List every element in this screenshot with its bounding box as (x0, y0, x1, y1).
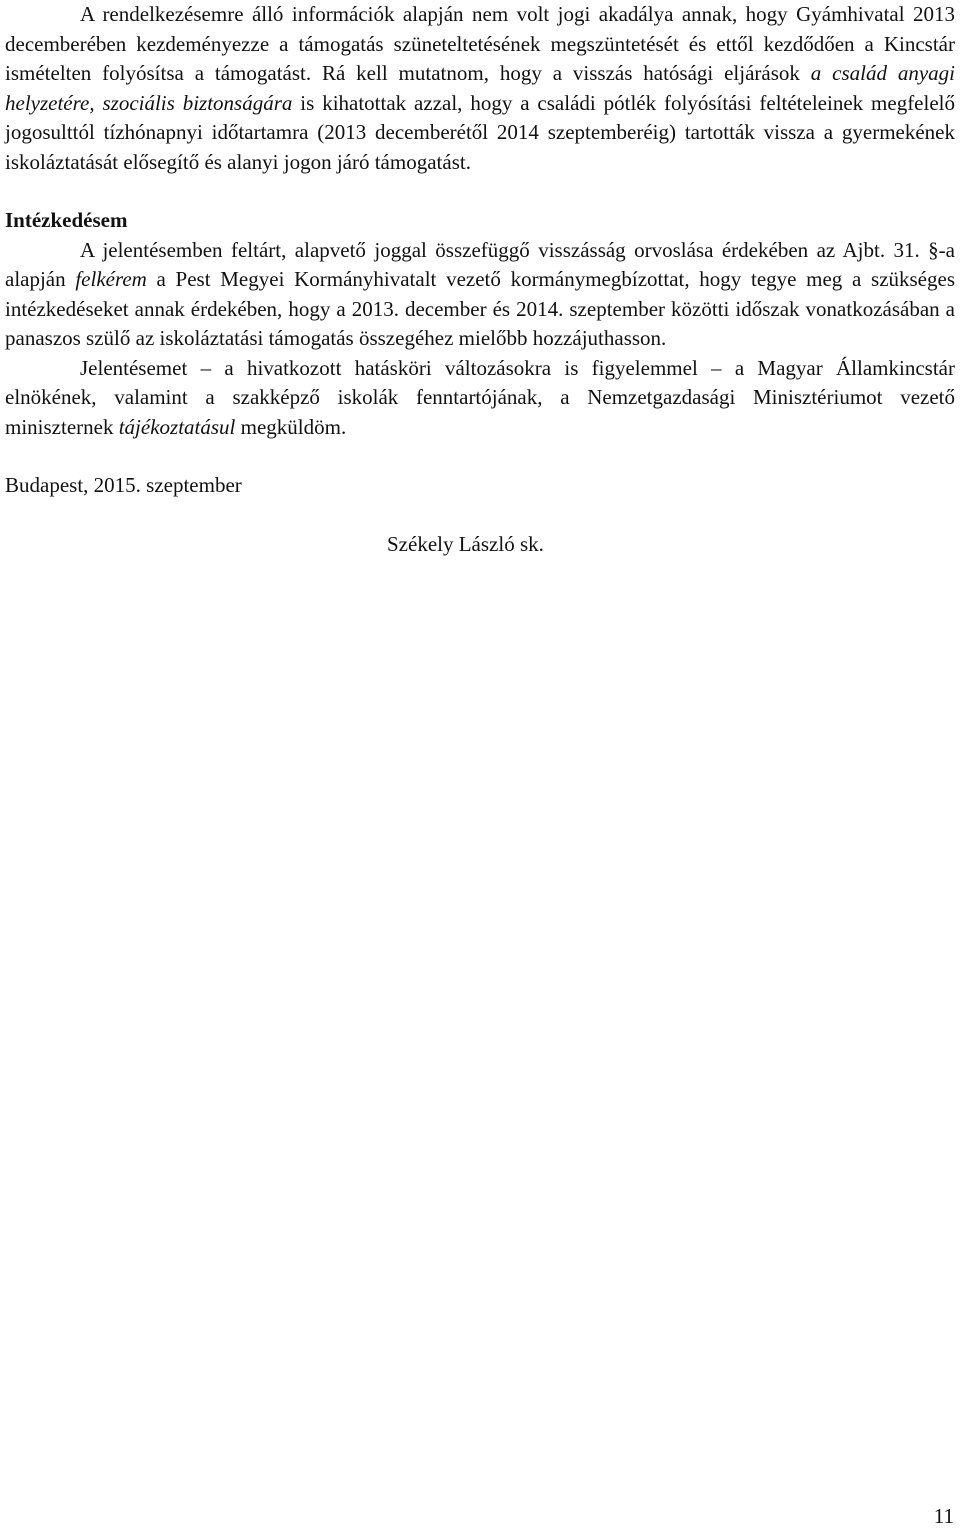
spacer (5, 442, 955, 471)
spacer (5, 177, 955, 206)
paragraph-findings-text-1: A rendelkezésemre álló információk alapján nem volt jogi akadálya annak, hogy Gyámhivatal 2013 decemberében kezdeményezze a támogatás szüneteltetésének megszüntetését és ettől kezdődően a Kincstár ismételten folyósítsa a támogatást. Rá kell mutatnom, hogy a visszás hatósági eljárások (5, 2, 955, 85)
place-date: Budapest, 2015. szeptember (5, 473, 242, 497)
section-heading: Intézkedésem (5, 208, 128, 232)
paragraph-findings (5, 0, 955, 177)
paragraph-measure-text-1: A jelentésemben feltárt, alapvető joggal összefüggő visszásság orvoslása érdekében az Ajbt. 31. §-a alapján (5, 237, 955, 291)
document-page (5, 0, 955, 559)
paragraph-measure-text-2: a Pest Megyei Kormányhivatalt vezető kormánymegbízottat, hogy tegye meg a szükséges intézkedéseket annak érdekében, hogy a 2013. december és 2014. szeptember közötti időszak vonatkozásában a panaszos szülő az iskoláztatási támogatás összegéhez mielőbb hozzájuthasson. (5, 267, 955, 350)
paragraph-distribution-text-1: Jelentésemet – a hivatkozott hatásköri változásokra is figyelemmel – a Magyar Államkincstár elnökének, valamint a szakképző iskolák fenntartójának, a Nemzetgazdasági Minisztériumot vezető miniszternek (5, 355, 955, 439)
paragraph-findings-italic: a család anyagi helyzetére, szociális biztonságára (5, 61, 955, 115)
paragraph-findings-text-2: is kihatottak azzal, hogy a családi pótlék folyósítási feltételeinek megfelelő jogosulttól tízhónapnyi időtartamra (2013 decemberétől 2014 szeptemberéig) tartották vissza a gyermekének iskoláztatását elősegítő és alanyi jogon járó támogatást. (5, 90, 955, 174)
signature: Székely László sk. (387, 531, 544, 556)
page-number: 11 (933, 1504, 954, 1528)
paragraph-distribution (5, 354, 955, 443)
paragraph-measure-italic: felkérem (75, 267, 147, 291)
paragraph-measure (5, 236, 955, 354)
paragraph-distribution-text-2: megküldöm. (235, 414, 347, 439)
paragraph-distribution-italic: tájékoztatásul (118, 414, 236, 439)
